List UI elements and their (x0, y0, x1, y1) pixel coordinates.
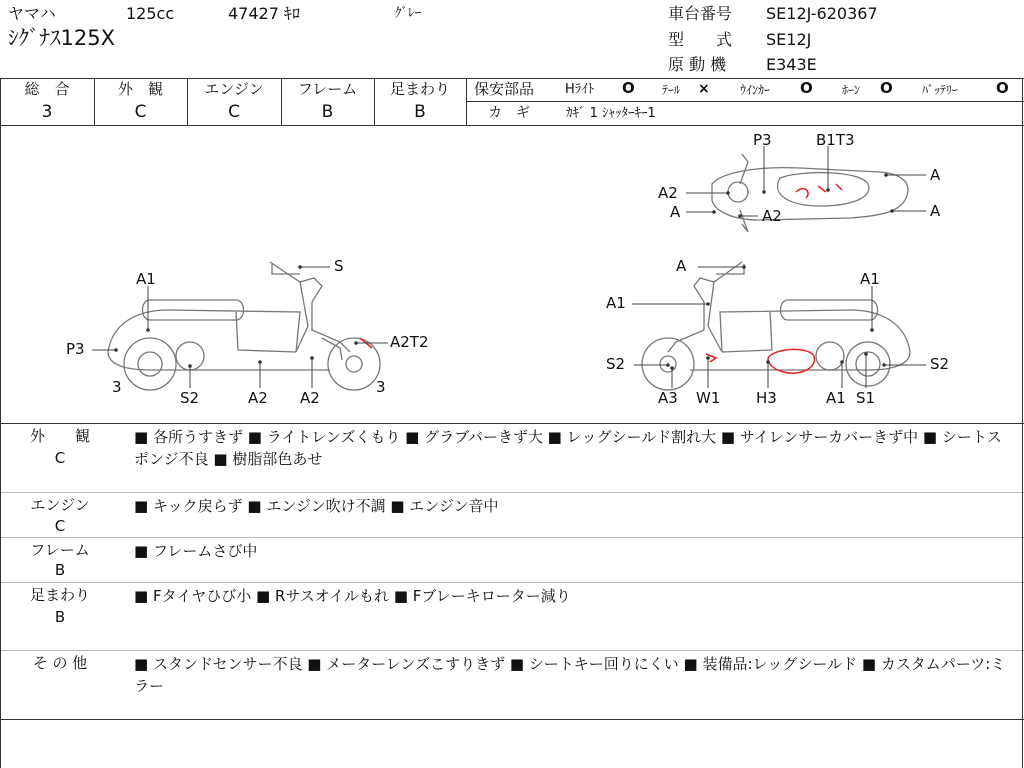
remark-text: ■ キック戻らず ■ エンジン吹け不調 ■ エンジン音中 (134, 497, 499, 515)
grade-total-label: 総 合 (24, 80, 70, 98)
grade-frame-label: フレーム (297, 80, 358, 98)
remark-text: ■ フレームさび中 (134, 542, 258, 560)
remark-label: フレーム (30, 541, 90, 559)
remark-grade: C (54, 449, 66, 467)
remark-label: 足まわり (29, 586, 90, 604)
engine-model-label: 原 動 機 (668, 55, 727, 74)
safety-headlight-mark: O (622, 79, 635, 97)
diagram-label: A2 (300, 389, 320, 407)
diagram-label: 3 (376, 378, 386, 396)
engine-cc: 125cc (126, 4, 175, 23)
grade-engine-value: C (228, 102, 240, 122)
diagram-label: A3 (658, 389, 678, 407)
divider (466, 78, 467, 125)
grade-total-value: 3 (41, 102, 53, 122)
diagram-label: S2 (180, 389, 200, 407)
leader-lines (92, 146, 926, 388)
remark-label: 外 観 (29, 427, 90, 445)
remark-label: エンジン (30, 496, 90, 514)
diagram-label: A1 (136, 270, 156, 288)
divider (0, 537, 1024, 538)
diagram-label: A2T2 (390, 333, 429, 351)
diagram-label: S1 (856, 389, 876, 407)
frame-no-label: 車台番号 (668, 4, 733, 23)
diagram-label: A (930, 202, 941, 220)
divider (0, 492, 1024, 493)
diagram-label: A (676, 257, 687, 275)
diagram-label: A1 (860, 270, 880, 288)
safety-tail-name: ﾃｰﾙ (662, 83, 681, 97)
remark-text: ■ 各所うすきず ■ ライトレンズくもり ■ グラブバーきず大 ■ レッグシールド割れ大 ■ サイレンサーカバーきず中 ■ シートスポンジ不良 ■ 樹脂部色あせ (134, 428, 1002, 468)
safety-label: 保安部品 (474, 80, 535, 98)
diagram-label: A2 (248, 389, 268, 407)
maker: ヤマハ (8, 4, 56, 23)
safety-winker-mark: O (800, 79, 813, 97)
divider (0, 719, 1024, 720)
remark-label: そ の 他 (32, 654, 88, 672)
diagram-label: A1 (826, 389, 846, 407)
remark-grade: B (54, 561, 66, 579)
safety-battery-mark: O (996, 79, 1009, 97)
diagram-label: A1 (606, 294, 626, 312)
type-label: 型 式 (668, 30, 733, 49)
safety-horn-name: ﾎｰﾝ (842, 83, 861, 97)
mileage: 47427 ｷﾛ (228, 4, 300, 23)
diagram-label: A (930, 166, 941, 184)
frame-no-value: SE12J-620367 (766, 4, 878, 23)
divider (0, 582, 1024, 583)
safety-horn-mark: O (880, 79, 893, 97)
key-label: カ ギ (488, 105, 530, 121)
model-name: ｼｸﾞﾅｽ125X (8, 26, 115, 50)
safety-tail-mark: × (698, 81, 710, 97)
divider (466, 101, 1024, 102)
grade-exterior-label: 外 観 (117, 80, 163, 98)
diagram-label: B1T3 (816, 131, 855, 149)
top-view (712, 154, 908, 232)
remark-text: ■ スタンドセンサー不良 ■ メーターレンズこすりきず ■ シートキー回りにくい ■ 装備品:レッグシールド ■ カスタムパーツ:ミラー (134, 655, 1006, 695)
remark-grade: C (54, 517, 66, 535)
diagram-label: S2 (930, 355, 950, 373)
remark-text: ■ Fタイヤひび小 ■ Rサスオイルもれ ■ Fブレーキローター減り (134, 587, 571, 605)
engine-model-value: E343E (766, 55, 817, 74)
diagram-label: 3 (112, 378, 122, 396)
type-value: SE12J (766, 30, 812, 49)
grade-suspension-value: B (414, 102, 426, 122)
remark-grade: B (54, 608, 66, 626)
divider (0, 423, 1024, 424)
leader-dots (114, 173, 894, 373)
body-color: ｸﾞﾚｰ (395, 6, 421, 21)
safety-winker-name: ｳｲﾝｶｰ (740, 83, 771, 97)
safety-headlight-name: Hﾗｲﾄ (565, 82, 595, 97)
divider (0, 78, 1024, 79)
diagram-label: H3 (756, 389, 777, 407)
grade-engine-label: エンジン (204, 80, 264, 98)
diagram-label: W1 (696, 389, 721, 407)
grade-frame-value: B (321, 102, 334, 122)
diagram-label: S2 (606, 355, 626, 373)
grade-exterior-value: C (134, 102, 147, 122)
key-value: ｶｷﾞ 1 ｼｬｯﾀｰｷｰ1 (566, 106, 656, 121)
diagram-label: P3 (753, 131, 772, 149)
diagram-label: P3 (66, 340, 85, 358)
diagram-label: S (334, 257, 344, 275)
diagram-label: A2 (658, 184, 678, 202)
diagram-label: A (670, 203, 681, 221)
diagram-label: A2 (762, 207, 782, 225)
divider (0, 650, 1024, 651)
grade-suspension-label: 足まわり (389, 80, 450, 98)
safety-battery-name: ﾊﾞｯﾃﾘｰ (922, 83, 959, 97)
